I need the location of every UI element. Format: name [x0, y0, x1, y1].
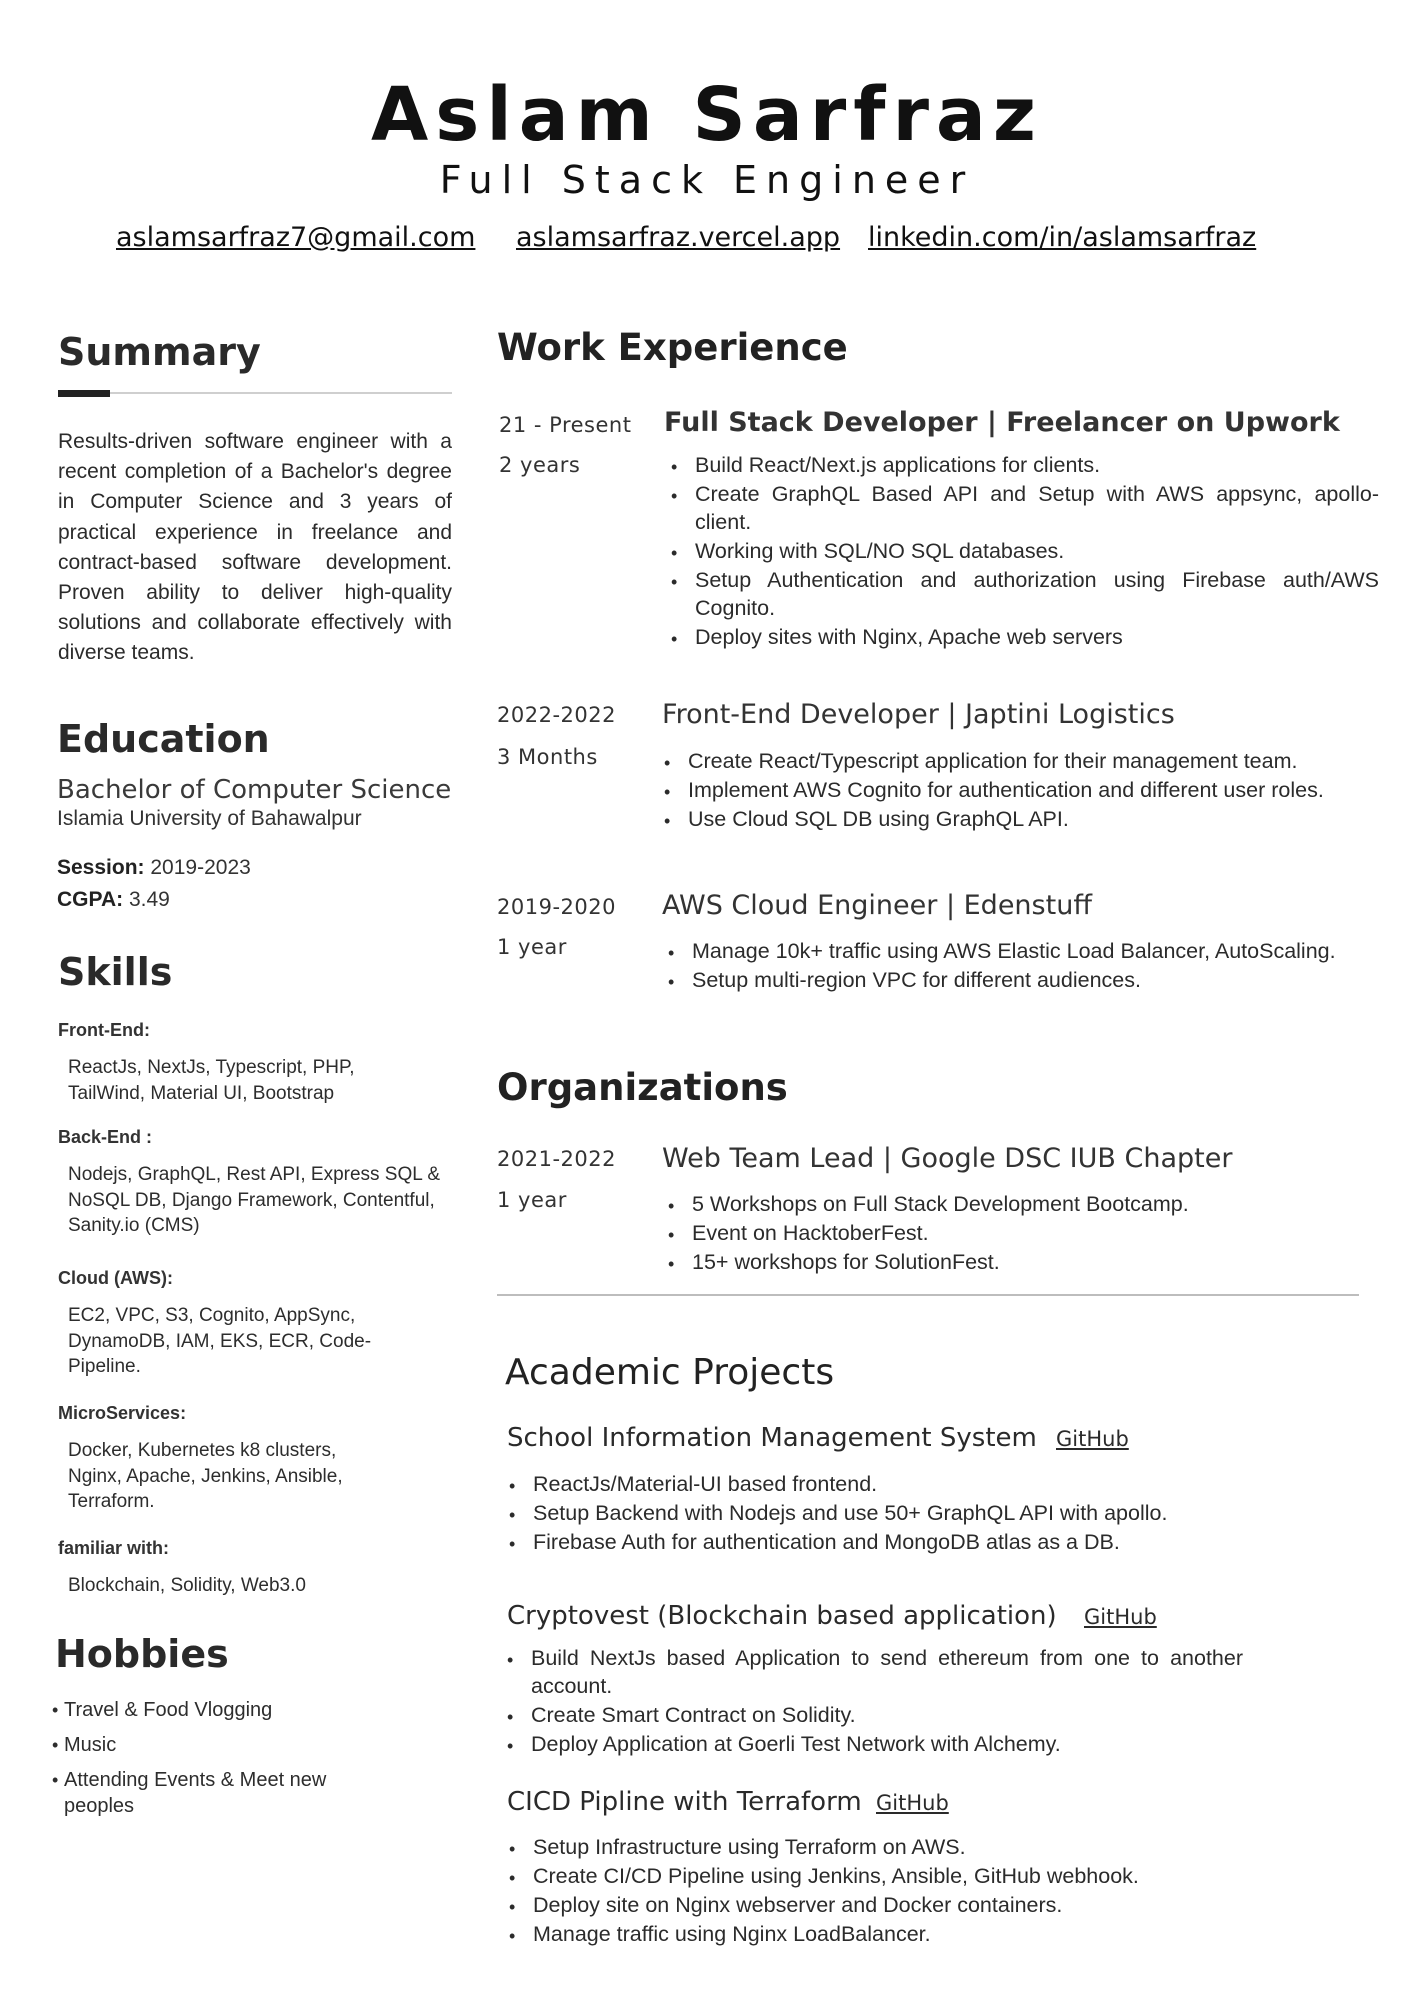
job-duration: 3 Months	[497, 745, 598, 769]
skill-items: Docker, Kubernetes k8 clusters, Nginx, Apache, Jenkins, Ansible, Terraform.	[68, 1440, 343, 1512]
skill-category: familiar with:	[58, 1538, 170, 1558]
job-period: 21 - Present	[499, 413, 632, 437]
project-bullets	[501, 1644, 1243, 1758]
job-bullets	[662, 937, 1376, 994]
org-period: 2021-2022	[497, 1147, 616, 1171]
skill-category: Back-End :	[58, 1127, 153, 1147]
hobby-item: • Attending Events & Meet new peoples	[52, 1769, 327, 1817]
job-period: 2022-2022	[497, 703, 616, 727]
skill-items: EC2, VPC, S3, Cognito, AppSync, DynamoDB, IAM, EKS, ECR, Code-Pipeline.	[68, 1305, 372, 1377]
job-bullet: • Use Cloud SQL DB using GraphQL API.	[658, 805, 1376, 833]
session-value: 2019-2023	[150, 856, 251, 879]
job-bullet: • Build React/Next.js applications for clients.	[665, 451, 1379, 479]
job-title: Full Stack Developer | Freelancer on Upwork	[664, 407, 1340, 438]
project-bullet: • Manage traffic using Nginx LoadBalancer.	[503, 1920, 1225, 1948]
skill-items: ReactJs, NextJs, Typescript, PHP, TailWind, Material UI, Bootstrap	[68, 1057, 355, 1104]
job-duration: 2 years	[499, 453, 581, 477]
org-bullet: • 15+ workshops for SolutionFest.	[662, 1248, 1376, 1276]
org-bullets	[662, 1190, 1376, 1276]
project-github-link[interactable]: GitHub	[876, 1791, 949, 1815]
education-heading: Education	[57, 717, 270, 761]
job-bullets	[658, 747, 1376, 833]
education-session	[57, 856, 251, 880]
project-bullet: • Firebase Auth for authentication and MongoDB atlas as a DB.	[503, 1528, 1225, 1556]
summary-text: Results-driven software engineer with a recent completion of a Bachelor's degree in Computer Science and 3 years of practical experience in freelance and contract-based software development. Proven ability to deliver high-quality solutions and collaborate effectively with diverse teams.	[58, 430, 452, 665]
job-bullet: • Implement AWS Cognito for authentication and different user roles.	[658, 776, 1376, 804]
project-title: Cryptovest (Blockchain based application)	[507, 1601, 1057, 1631]
summary-heading: Summary	[58, 330, 261, 374]
project-bullets	[503, 1833, 1225, 1948]
skill-category: Front-End:	[58, 1020, 150, 1040]
job-bullet: • Deploy sites with Nginx, Apache web servers	[665, 623, 1379, 651]
project-title: CICD Pipline with Terraform	[507, 1787, 862, 1817]
section-divider	[497, 1294, 1359, 1296]
project-bullets	[503, 1470, 1225, 1556]
org-bullet: • Event on HacktoberFest.	[662, 1219, 1376, 1247]
project-github-link[interactable]: GitHub	[1056, 1427, 1129, 1451]
project-bullet: • Setup Infrastructure using Terraform on AWS.	[503, 1833, 1225, 1861]
skill-category: Cloud (AWS):	[58, 1268, 173, 1288]
organizations-heading: Organizations	[497, 1066, 788, 1109]
candidate-role: Full Stack Engineer	[439, 158, 975, 202]
org-title: Web Team Lead | Google DSC IUB Chapter	[662, 1143, 1233, 1174]
project-bullet: • Setup Backend with Nodejs and use 50+ GraphQL API with apollo.	[503, 1499, 1225, 1527]
hobbies-heading: Hobbies	[55, 1632, 229, 1676]
cgpa-label: CGPA:	[57, 888, 124, 911]
hobby-item: • Music	[52, 1734, 117, 1756]
project-bullet: • Deploy Application at Goerli Test Network with Alchemy.	[501, 1730, 1243, 1758]
job-bullet: • Create React/Typescript application for their management team.	[658, 747, 1376, 775]
education-degree: Bachelor of Computer Science	[57, 775, 452, 805]
projects-heading: Academic Projects	[505, 1352, 835, 1393]
project-bullet: • Deploy site on Nginx webserver and Docker containers.	[503, 1891, 1225, 1919]
education-school: Islamia University of Bahawalpur	[57, 807, 362, 830]
skill-category: MicroServices:	[58, 1403, 187, 1423]
job-bullets	[665, 451, 1379, 651]
email-link[interactable]: aslamsarfraz7@gmail.com	[116, 222, 476, 253]
skill-items: Nodejs, GraphQL, Rest API, Express SQL & NoSQL DB, Django Framework, Contentful, Sanity.io (CMS)	[68, 1164, 441, 1236]
skill-items: Blockchain, Solidity, Web3.0	[68, 1575, 306, 1596]
org-bullet: • 5 Workshops on Full Stack Development Bootcamp.	[662, 1190, 1376, 1218]
work-heading: Work Experience	[497, 326, 848, 369]
contact-bar	[0, 222, 1414, 262]
project-title: School Information Management System	[507, 1423, 1037, 1453]
job-bullet: • Create GraphQL Based API and Setup with AWS appsync, apollo-client.	[665, 480, 1379, 536]
job-bullet: • Setup Authentication and authorization using Firebase auth/AWS Cognito.	[665, 566, 1379, 622]
job-duration: 1 year	[497, 935, 567, 959]
summary-accent-bar	[58, 390, 110, 397]
job-period: 2019-2020	[497, 895, 616, 919]
summary-divider	[58, 392, 452, 394]
project-bullet: • ReactJs/Material-UI based frontend.	[503, 1470, 1225, 1498]
skills-heading: Skills	[58, 950, 173, 994]
linkedin-link[interactable]: linkedin.com/in/aslamsarfraz	[868, 222, 1257, 253]
project-github-link[interactable]: GitHub	[1084, 1605, 1157, 1629]
project-bullet: • Create Smart Contract on Solidity.	[501, 1701, 1243, 1729]
job-title: Front-End Developer | Japtini Logistics	[662, 699, 1175, 730]
job-title: AWS Cloud Engineer | Edenstuff	[662, 890, 1092, 921]
candidate-name: Aslam Sarfraz	[371, 72, 1043, 158]
cgpa-value: 3.49	[128, 888, 170, 911]
org-duration: 1 year	[497, 1188, 567, 1212]
session-label: Session:	[57, 856, 145, 879]
project-bullet: • Create CI/CD Pipeline using Jenkins, Ansible, GitHub webhook.	[503, 1862, 1225, 1890]
job-bullet: • Manage 10k+ traffic using AWS Elastic Load Balancer, AutoScaling.	[662, 937, 1376, 965]
job-bullet: • Setup multi-region VPC for different audiences.	[662, 966, 1376, 994]
job-bullet: • Working with SQL/NO SQL databases.	[665, 537, 1379, 565]
website-link[interactable]: aslamsarfraz.vercel.app	[516, 222, 841, 253]
project-bullet: • Build NextJs based Application to send ethereum from one to another account.	[501, 1644, 1243, 1700]
education-cgpa	[57, 888, 170, 912]
hobby-item: • Travel & Food Vlogging	[52, 1699, 273, 1721]
